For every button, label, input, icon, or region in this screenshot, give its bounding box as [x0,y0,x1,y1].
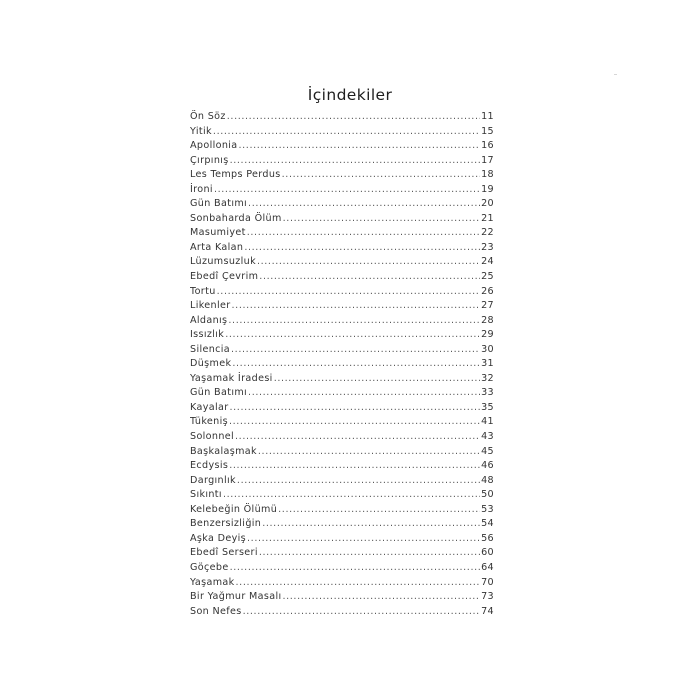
toc-entry [190,197,494,212]
toc-page-number: 15 [481,125,494,137]
toc-entry [190,474,494,489]
toc-entry [190,546,494,561]
toc-dot-leader [283,212,480,227]
toc-entry [190,415,494,430]
toc-entry-title: Başkalaşmak [190,445,257,457]
toc-page-number: 20 [481,198,494,210]
toc-entry [190,314,494,329]
toc-page-number: 19 [481,183,494,195]
toc-page-number: 43 [481,431,494,443]
toc-entry-title: Yaşamak [190,576,235,588]
toc-entry [190,168,494,183]
toc-page-number: 21 [481,212,494,224]
toc-dot-leader [231,343,480,358]
toc-entry [190,328,494,343]
toc-entry [190,241,494,256]
toc-page-number: 60 [481,547,494,559]
toc-page-number: 45 [481,445,494,457]
toc-dot-leader [232,299,481,314]
toc-entry-title: İroni [190,183,213,195]
toc-entry-title: Ebedî Çevrim [190,271,259,283]
toc-page-number: 30 [481,343,494,355]
toc-page-number: 16 [481,140,494,152]
toc-entry-title: Kayalar [190,401,229,413]
toc-page-number: 31 [481,358,494,370]
toc-entry [190,445,494,460]
toc-page-number: 73 [481,591,494,603]
toc-entry [190,532,494,547]
toc-title: İçindekiler [307,86,393,104]
toc-page-number: 54 [481,518,494,530]
toc-entry-title: Solonnel [190,431,235,443]
toc-page-number: 41 [481,416,494,428]
toc-page-number: 28 [481,314,494,326]
toc-entry-title: Aşka Deyiş [190,532,247,544]
toc-dot-leader [248,386,480,401]
toc-page-number: 18 [481,169,494,181]
toc-entry [190,139,494,154]
toc-dot-leader [274,372,480,387]
toc-entry-title: Bir Yağmur Masalı [190,591,282,603]
toc-entry-title: Düşmek [190,358,232,370]
toc-entry-title: Benzersizliğin [190,518,262,530]
toc-entry [190,590,494,605]
toc-entry-title: Lüzumsuzluk [190,256,256,268]
toc-dot-leader [247,226,480,241]
toc-entry [190,386,494,401]
toc-page-number: 50 [481,489,494,501]
toc-entry [190,561,494,576]
toc-entry-title: Aldanış [190,314,228,326]
toc-page-number: 48 [481,474,494,486]
toc-entry [190,459,494,474]
toc-dot-leader [225,328,480,343]
toc-dot-leader [228,314,480,329]
toc-entry-title: Dargınlık [190,474,236,486]
toc-page-number: 32 [481,372,494,384]
toc-dot-leader [239,139,481,154]
toc-page-number: 70 [481,576,494,588]
corner-mark [614,74,617,75]
toc-entry-title: Apollonia [190,140,238,152]
toc-entry [190,226,494,241]
toc-entry [190,401,494,416]
toc-entry [190,343,494,358]
toc-dot-leader [244,241,480,256]
toc-entry-title: Likenler [190,300,231,312]
toc-dot-leader [230,154,480,169]
toc-page-number: 64 [481,561,494,573]
toc-entry [190,517,494,532]
toc-entry [190,212,494,227]
toc-dot-leader [217,285,480,300]
toc-entry [190,488,494,503]
toc-dot-leader [236,576,481,591]
toc-dot-leader [278,503,480,518]
toc-dot-leader [258,445,480,460]
toc-dot-leader [282,590,480,605]
toc-dot-leader [247,532,480,547]
toc-entry-title: Kelebeğin Ölümü [190,503,278,515]
toc-dot-leader [229,459,480,474]
toc-dot-leader [232,357,480,372]
toc-entry [190,299,494,314]
toc-dot-leader [237,474,480,489]
toc-entry-title: Masumiyet [190,227,246,239]
toc-list [190,110,494,619]
toc-dot-leader [248,197,480,212]
toc-dot-leader [259,270,480,285]
toc-dot-leader [229,415,480,430]
toc-entry-title: Gün Batımı [190,198,248,210]
toc-dot-leader [243,605,480,620]
toc-entry [190,270,494,285]
toc-entry-title: Gün Batımı [190,387,248,399]
toc-page-number: 33 [481,387,494,399]
toc-dot-leader [230,561,481,576]
toc-dot-leader [213,125,480,140]
toc-page-number: 26 [481,285,494,297]
toc-dot-leader [235,430,480,445]
toc-dot-leader [227,110,480,125]
toc-dot-leader [282,168,480,183]
toc-entry [190,183,494,198]
toc-entry-title: Les Temps Perdus [190,169,281,181]
toc-entry [190,503,494,518]
toc-entry-title: Arta Kalan [190,241,244,253]
toc-entry-title: Çırpınış [190,154,229,166]
toc-entry [190,125,494,140]
toc-page-number: 11 [481,111,494,122]
toc-page-number: 35 [481,401,494,413]
toc-dot-leader [259,546,480,561]
toc-entry-title: Tortu [190,285,216,297]
toc-dot-leader [214,183,480,198]
toc-entry-title: Issızlık [190,329,225,341]
toc-entry-title: Tükeniş [190,416,228,428]
toc-page-number: 46 [481,460,494,472]
toc-entry-title: Ebedî Serseri [190,547,258,559]
toc-entry-title: Yitik [190,125,212,137]
toc-page-number: 22 [481,227,494,239]
toc-entry [190,576,494,591]
toc-page-number: 24 [481,256,494,268]
toc-entry-title: Göçebe [190,561,229,573]
toc-page-number: 74 [481,605,494,617]
toc-dot-leader [223,488,480,503]
toc-page-number: 25 [481,271,494,283]
toc-page-number: 27 [481,300,494,312]
toc-entry [190,605,494,620]
toc-page-number: 17 [481,154,494,166]
toc-entry [190,430,494,445]
toc-page-number: 29 [481,329,494,341]
toc-page-number: 23 [481,241,494,253]
toc-entry [190,110,494,125]
toc-entry [190,357,494,372]
toc-dot-leader [230,401,481,416]
toc-entry-title: Yaşamak İradesi [190,372,273,384]
toc-entry-title: Silencia [190,343,231,355]
toc-entry-title: Ecdysis [190,460,229,472]
toc-entry-title: Ön Söz [190,111,226,122]
toc-page-number: 53 [481,503,494,515]
toc-dot-leader [262,517,480,532]
toc-entry-title: Sonbaharda Ölüm [190,212,282,224]
toc-entry [190,255,494,270]
toc-page-number: 56 [481,532,494,544]
toc-entry [190,372,494,387]
toc-entry [190,285,494,300]
toc-entry [190,154,494,169]
toc-entry-title: Sıkıntı [190,489,222,501]
toc-dot-leader [257,255,480,270]
toc-entry-title: Son Nefes [190,605,242,617]
